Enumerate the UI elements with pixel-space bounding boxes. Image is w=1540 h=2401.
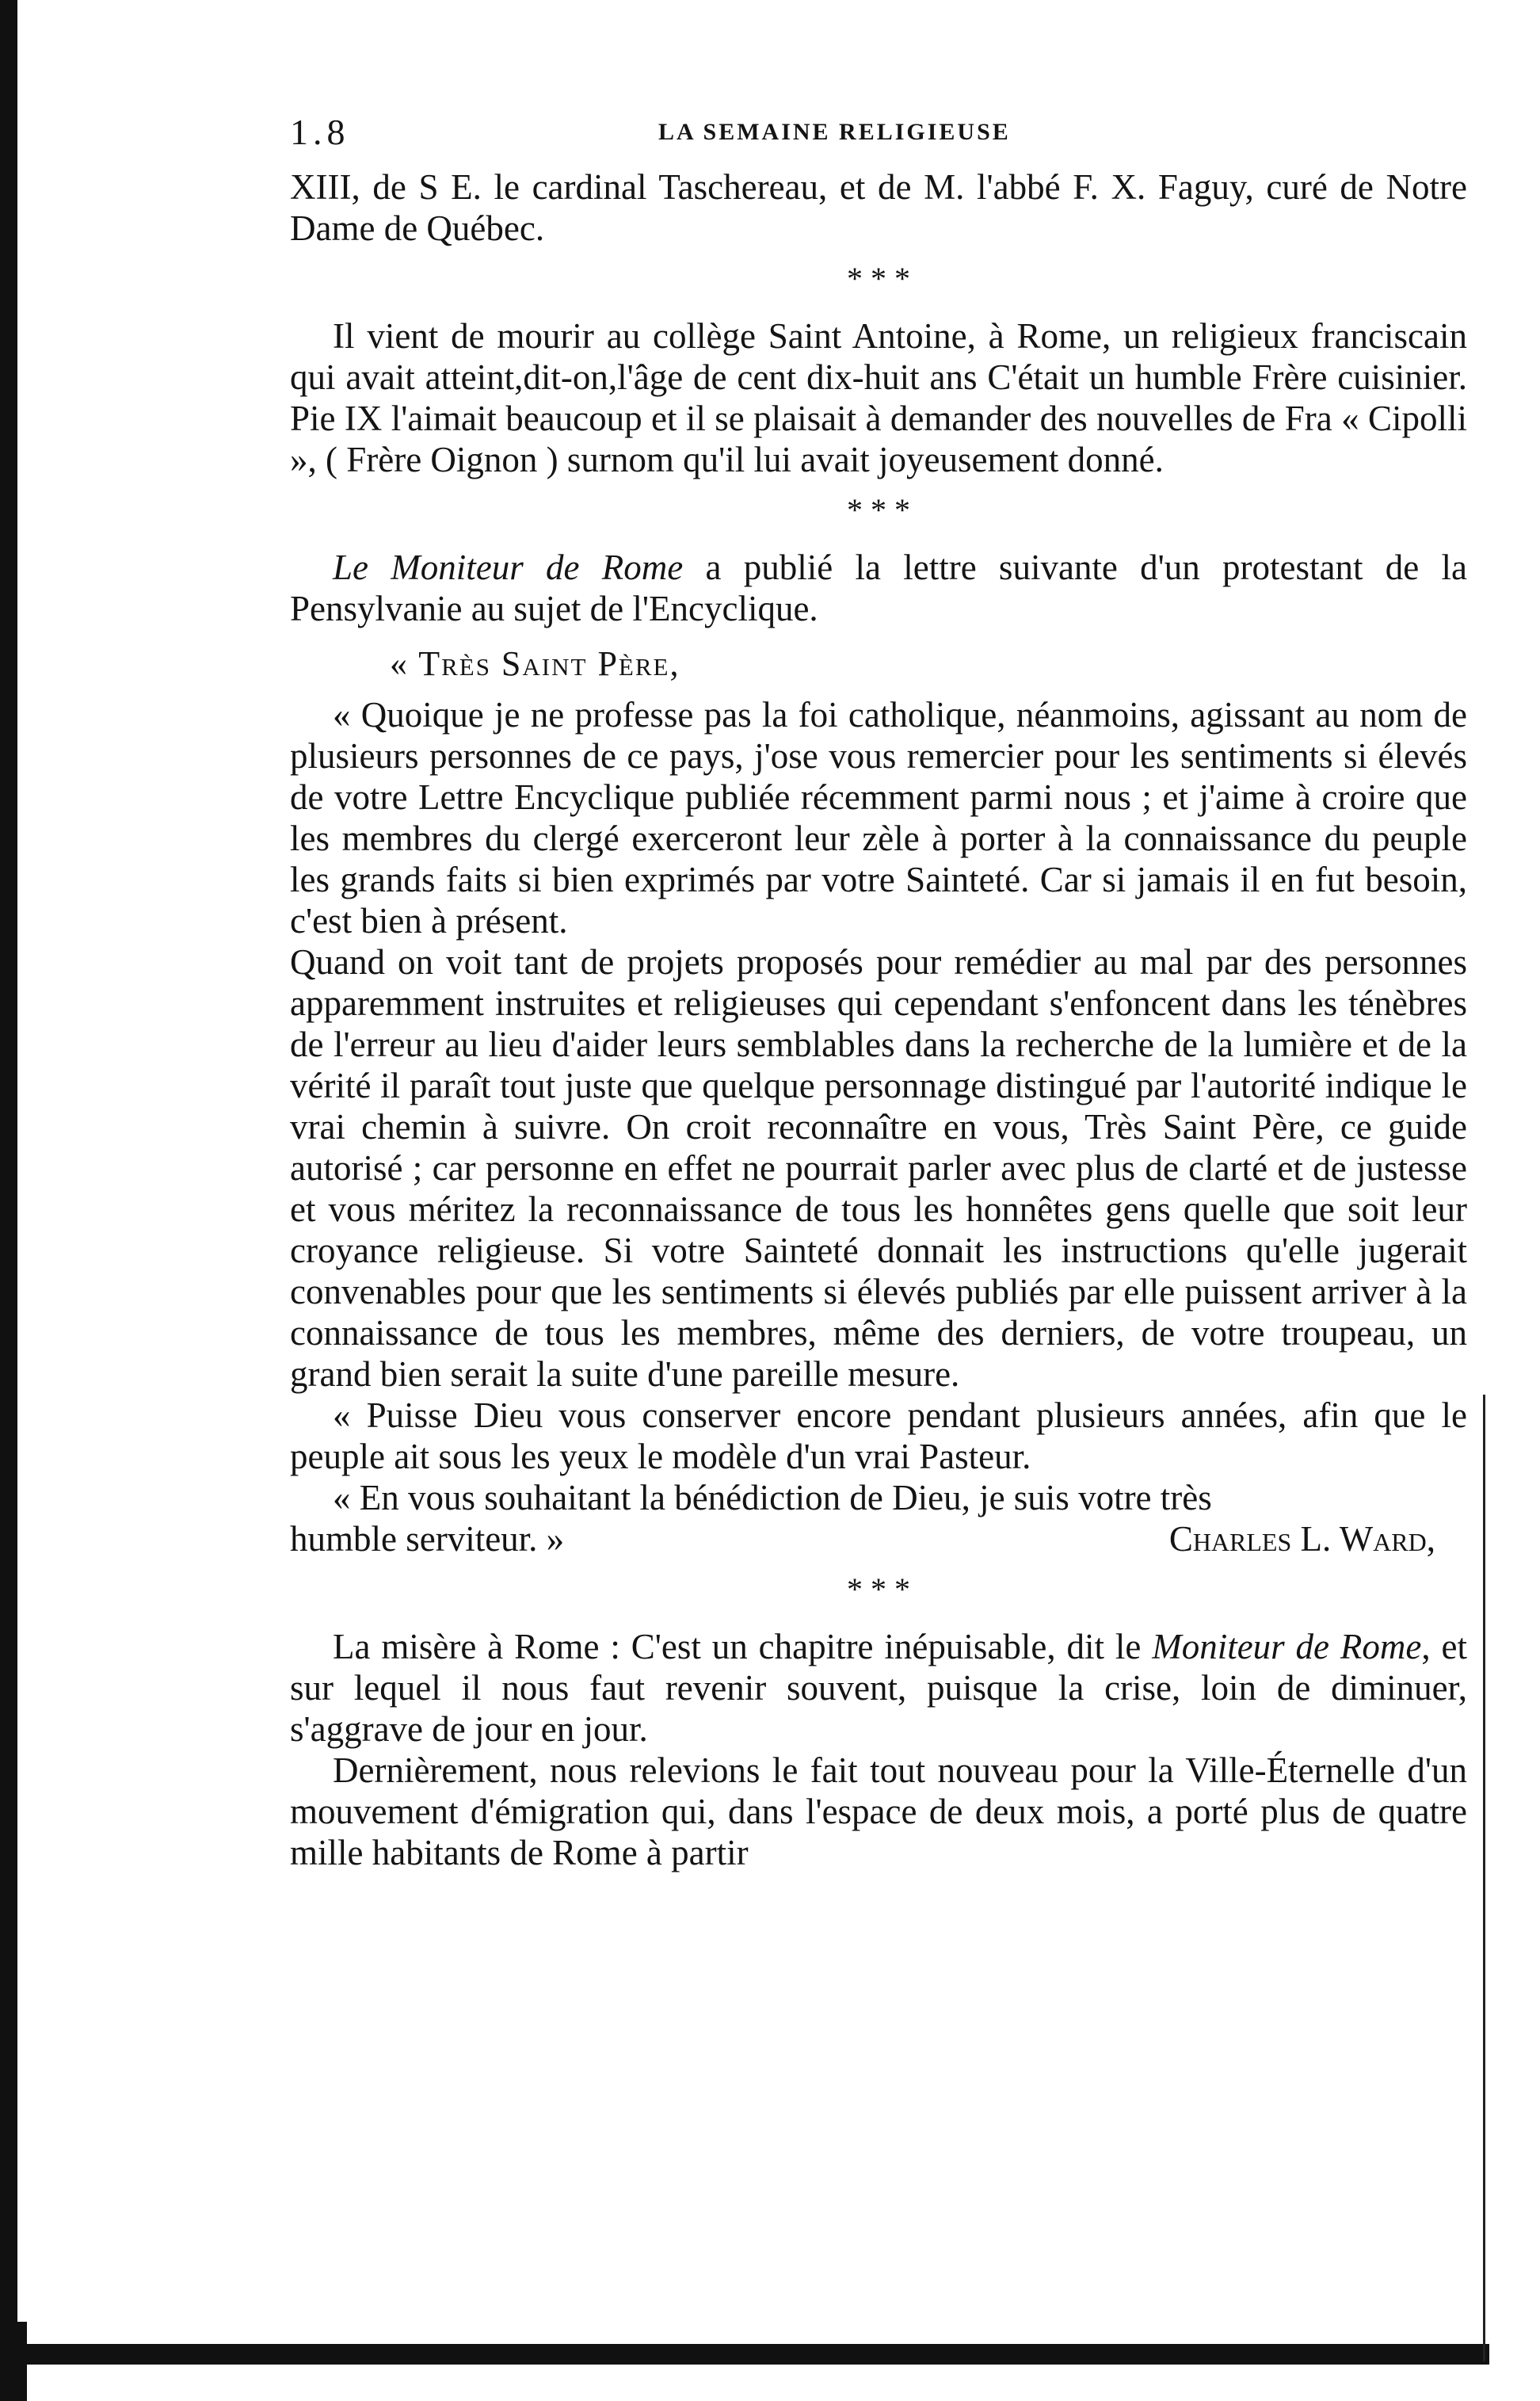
page-header bbox=[290, 111, 1467, 166]
publication-title-2: Moniteur de Rome bbox=[1152, 1627, 1422, 1666]
paragraph-3-text: a publié la lettre suivante d'un protestant de la Pensylvanie au sujet de l'Encyclique. bbox=[290, 548, 1467, 628]
letter-paragraph-2: Quand on voit tant de projets proposés pour remédier au mal par des personnes apparemment instruites et religieuses qui cependant s'enfoncent dans les ténèbres de l'erreur au lieu d'aider leurs semblables dans la recherche de la lumière et de la vérité il paraît tout juste que quelque personnage distingué par l'autorité indique le vrai chemin à suivre. On croit reconnaître en vous, Très Saint Père, ce guide autorisé ; car personne en effet ne pourrait parler avec plus de clarté et de justesse et vous méritez la reconnaissance de tous les honnêtes gens quelle que soit leur croyance religieuse. Si votre Sainteté donnait les instructions qu'elle jugerait convenables pour que les sentiments si élevés publiés par elle puissent arriver à la connaissance de tous les membres, même des derniers, de votre troupeau, un grand bien serait la suite d'une pareille mesure. bbox=[290, 942, 1467, 1394]
page-bottom-border bbox=[0, 2344, 1489, 2365]
letter-signature: Charles L. Ward, bbox=[1168, 1519, 1435, 1559]
page-right-edge bbox=[1483, 1395, 1485, 2361]
letter-paragraph-4: « En vous souhaitant la bénédiction de Dieu, je suis votre très bbox=[333, 1478, 1212, 1517]
running-title: LA SEMAINE RELIGIEUSE bbox=[658, 119, 1011, 145]
page-left-border bbox=[0, 0, 17, 2401]
paragraph-1: XIII, de S E. le cardinal Taschereau, et de M. l'abbé F. X. Faguy, curé de Notre Dame de Québec. bbox=[290, 167, 1467, 248]
paragraph-4-text: , et sur lequel il nous faut revenir souvent, puisque la crise, loin de diminuer, s'aggrave de jour en jour. bbox=[290, 1627, 1467, 1749]
publication-title: Le Moniteur de Rome bbox=[333, 548, 684, 587]
section-separator-3: * * * bbox=[847, 1571, 910, 1607]
section-separator-1: * * * bbox=[847, 261, 910, 296]
paragraph-4 bbox=[290, 1626, 1467, 1750]
letter-paragraph-3: « Puisse Dieu vous conserver encore pendant plusieurs années, afin que le peuple ait sous les yeux le modèle d'un vrai Pasteur. bbox=[290, 1395, 1467, 1476]
paragraph-3 bbox=[290, 547, 1467, 629]
letter-closing-text: humble serviteur. » bbox=[290, 1519, 565, 1559]
letter-salutation: « Très Saint Père, bbox=[390, 644, 680, 683]
paragraph-2: Il vient de mourir au collège Saint Antoine, à Rome, un religieux franciscain qui avait atteint,dit-on,l'âge de cent dix-huit ans C'était un humble Frère cuisinier. Pie IX l'aimait beaucoup et il se plaisait à demander des nouvelles de Fra « Cipolli », ( Frère Oignon ) surnom qu'il lui avait joyeusement donné. bbox=[290, 316, 1467, 479]
letter-paragraph-1: « Quoique je ne professe pas la foi catholique, néanmoins, agissant au nom de plusieurs personnes de ce pays, j'ose vous remercier pour les sentiments si élevés de votre Lettre Encyclique publiée récemment parmi nous ; et j'aime à croire que les membres du clergé exerceront leur zèle à porter à la connaissance du peuple les grands faits si bien exprimés par votre Sainteté. Car si jamais il en fut besoin, c'est bien à présent. bbox=[290, 695, 1467, 941]
page-number: 1.8 bbox=[290, 112, 350, 152]
letter-closing bbox=[290, 1518, 1467, 1559]
paragraph-5: Dernièrement, nous relevions le fait tout nouveau pour la Ville-Éternelle d'un mouvement d'émigration qui, dans l'espace de deux mois, a porté plus de quatre mille habitants de Rome à partir bbox=[290, 1750, 1467, 1872]
paragraph-4-start: La misère à Rome : C'est un chapitre inépuisable, dit le bbox=[333, 1627, 1153, 1666]
page-content bbox=[290, 111, 1467, 1873]
section-separator-2: * * * bbox=[847, 492, 910, 528]
